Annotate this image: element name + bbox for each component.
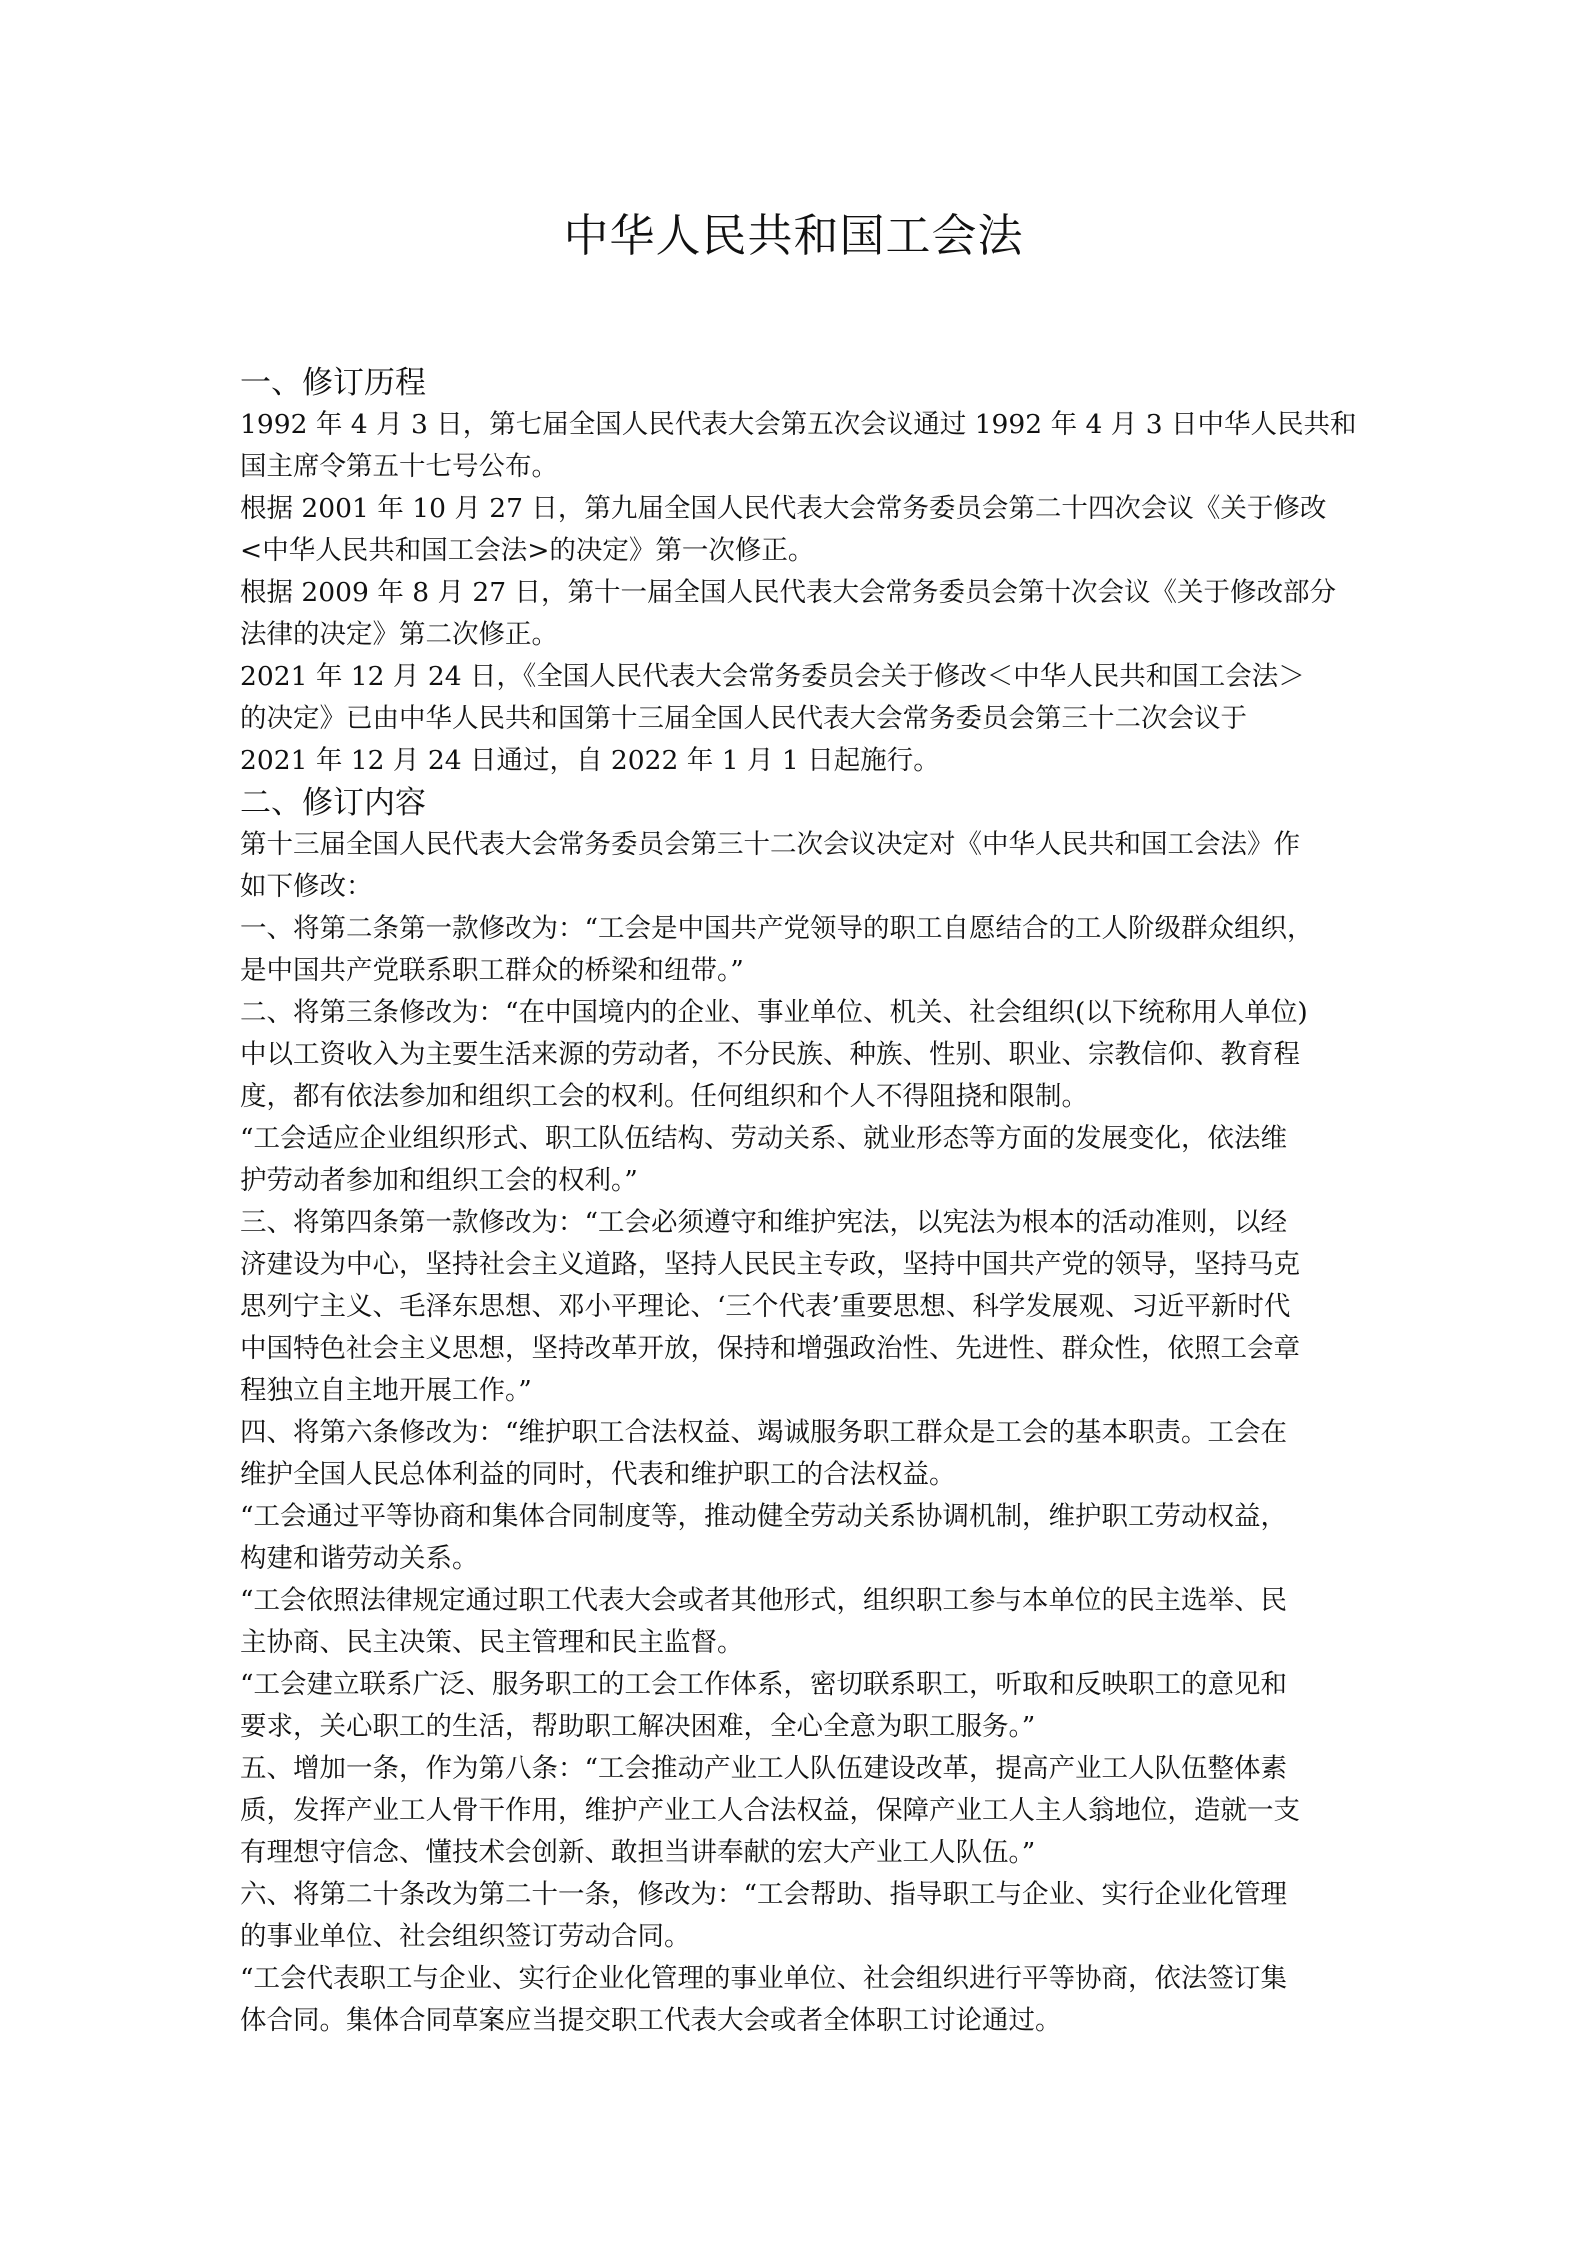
paragraph-line: 中国特色社会主义思想，坚持改革开放，保持和增强政治性、先进性、群众性，依照工会章 <box>240 1333 1300 1364</box>
paragraph-line: “工会代表职工与企业、实行企业化管理的事业单位、社会组织进行平等协商，依法签订集 <box>240 1963 1288 1994</box>
paragraph-line: “工会适应企业组织形式、职工队伍结构、劳动关系、就业形态等方面的发展变化，依法维 <box>240 1123 1288 1154</box>
paragraph <box>240 488 1355 572</box>
paragraph <box>240 1496 1355 1580</box>
paragraph-line: <中华人民共和国工会法>的决定》第一次修正。 <box>240 535 815 566</box>
document-body <box>240 362 1355 2042</box>
paragraph-line: 是中国共产党联系职工群众的桥梁和纽带。” <box>240 955 744 986</box>
paragraph <box>240 656 1355 782</box>
paragraph-line: 2021 年 12 月 24 日，《全国人民代表大会常务委员会关于修改＜中华人民共和国工会法＞ <box>240 661 1305 692</box>
paragraph-line: 要求，关心职工的生活，帮助职工解决困难，全心全意为职工服务。” <box>240 1711 1036 1742</box>
paragraph-line: 国主席令第五十七号公布。 <box>240 451 558 482</box>
paragraph-line: “工会依照法律规定通过职工代表大会或者其他形式，组织职工参与本单位的民主选举、民 <box>240 1585 1288 1616</box>
paragraph <box>240 404 1355 488</box>
paragraph <box>240 1118 1355 1202</box>
paragraph-line: 五、增加一条，作为第八条：“工会推动产业工人队伍建设改革，提高产业工人队伍整体素 <box>240 1753 1288 1784</box>
paragraph-line: 三、将第四条第一款修改为：“工会必须遵守和维护宪法，以宪法为根本的活动准则，以经 <box>240 1207 1288 1238</box>
paragraph-line: 中以工资收入为主要生活来源的劳动者，不分民族、种族、性别、职业、宗教信仰、教育程 <box>240 1039 1300 1070</box>
paragraph-line: 根据 2001 年 10 月 27 日，第九届全国人民代表大会常务委员会第二十四次会议《关于修改 <box>240 493 1327 524</box>
paragraph <box>240 1202 1355 1412</box>
paragraph-line: 根据 2009 年 8 月 27 日，第十一届全国人民代表大会常务委员会第十次会议《关于修改部分 <box>240 577 1337 608</box>
section-heading: 一、修订历程 <box>240 365 426 401</box>
paragraph-line: 二、将第三条修改为：“在中国境内的企业、事业单位、机关、社会组织(以下统称用人单位) <box>240 997 1308 1028</box>
paragraph <box>240 1958 1355 2042</box>
paragraph <box>240 908 1355 992</box>
paragraph-line: 的事业单位、社会组织签订劳动合同。 <box>240 1921 691 1952</box>
paragraph-line: 六、将第二十条改为第二十一条，修改为：“工会帮助、指导职工与企业、实行企业化管理 <box>240 1879 1288 1910</box>
paragraph-line: “工会建立联系广泛、服务职工的工会工作体系，密切联系职工，听取和反映职工的意见和 <box>240 1669 1288 1700</box>
paragraph-line: 质，发挥产业工人骨干作用，维护产业工人合法权益，保障产业工人主人翁地位，造就一支 <box>240 1795 1300 1826</box>
paragraph-line: 第十三届全国人民代表大会常务委员会第三十二次会议决定对《中华人民共和国工会法》作 <box>240 829 1300 860</box>
paragraph <box>240 1664 1355 1748</box>
paragraph <box>240 824 1355 908</box>
paragraph-line: 构建和谐劳动关系。 <box>240 1543 479 1574</box>
paragraph-line: 的决定》已由中华人民共和国第十三届全国人民代表大会常务委员会第三十二次会议于 <box>240 703 1247 734</box>
section-heading: 二、修订内容 <box>240 785 426 821</box>
paragraph-line: 法律的决定》第二次修正。 <box>240 619 558 650</box>
paragraph <box>240 572 1355 656</box>
document-title: 中华人民共和国工会法 <box>563 209 1024 262</box>
paragraph-line: 思列宁主义、毛泽东思想、邓小平理论、‘三个代表’重要思想、科学发展观、习近平新时代 <box>240 1291 1291 1322</box>
paragraph-line: 2021 年 12 月 24 日通过，自 2022 年 1 月 1 日起施行。 <box>240 745 940 776</box>
paragraph-line: 四、将第六条修改为：“维护职工合法权益、竭诚服务职工群众是工会的基本职责。工会在 <box>240 1417 1288 1448</box>
paragraph-line: 有理想守信念、懂技术会创新、敢担当讲奉献的宏大产业工人队伍。” <box>240 1837 1036 1868</box>
paragraph-line: “工会通过平等协商和集体合同制度等，推动健全劳动关系协调机制，维护职工劳动权益， <box>240 1501 1288 1532</box>
paragraph <box>240 1580 1355 1664</box>
paragraph-line: 程独立自主地开展工作。” <box>240 1375 532 1406</box>
paragraph-line: 体合同。集体合同草案应当提交职工代表大会或者全体职工讨论通过。 <box>240 2005 1062 2036</box>
paragraph-line: 护劳动者参加和组织工会的权利。” <box>240 1165 638 1196</box>
paragraph <box>240 1874 1355 1958</box>
paragraph <box>240 1748 1355 1874</box>
paragraph-line: 维护全国人民总体利益的同时，代表和维护职工的合法权益。 <box>240 1459 956 1490</box>
paragraph <box>240 992 1355 1118</box>
paragraph-line: 如下修改： <box>240 871 373 902</box>
paragraph-line: 济建设为中心，坚持社会主义道路，坚持人民民主专政，坚持中国共产党的领导，坚持马克 <box>240 1249 1300 1280</box>
paragraph-line: 主协商、民主决策、民主管理和民主监督。 <box>240 1627 744 1658</box>
paragraph-line: 一、将第二条第一款修改为：“工会是中国共产党领导的职工自愿结合的工人阶级群众组织， <box>240 913 1314 944</box>
paragraph-line: 度，都有依法参加和组织工会的权利。任何组织和个人不得阻挠和限制。 <box>240 1081 1088 1112</box>
paragraph-line: 1992 年 4 月 3 日，第七届全国人民代表大会第五次会议通过 1992 年 4 月 3 日中华人民共和 <box>240 409 1357 440</box>
paragraph <box>240 1412 1355 1496</box>
